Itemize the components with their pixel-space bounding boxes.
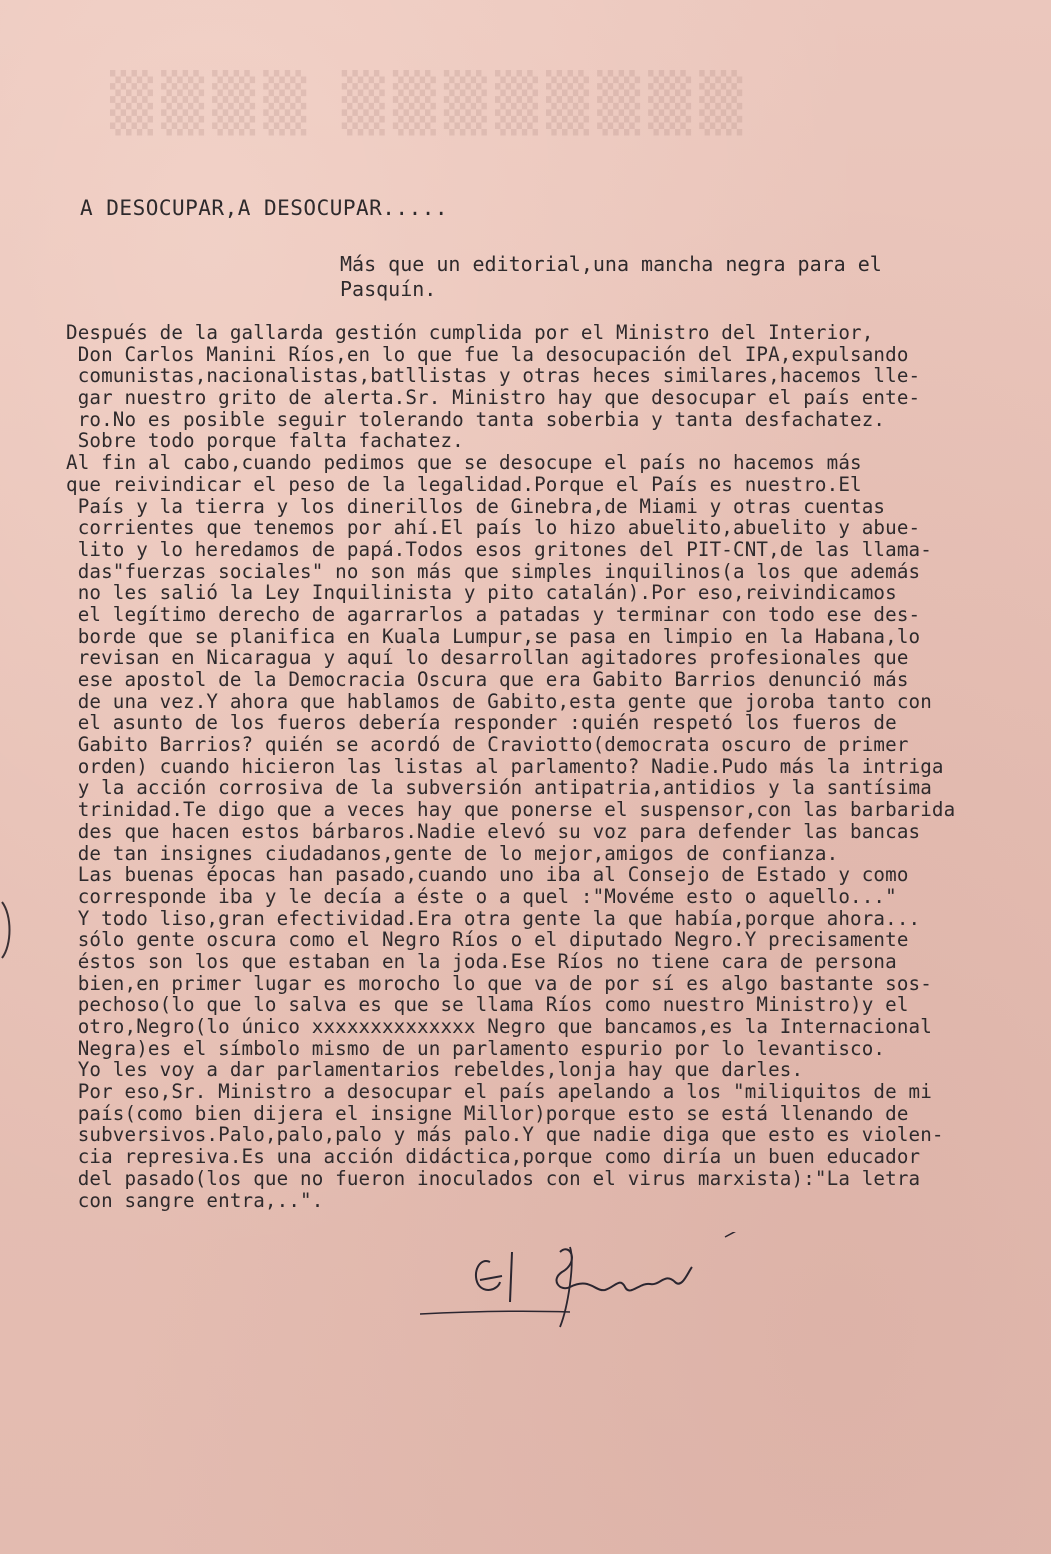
subtitle-line: Más que un editorial,una mancha negra para el	[340, 252, 882, 276]
editorial-body	[66, 322, 1011, 1211]
document-title: A DESOCUPAR,A DESOCUPAR.....	[80, 196, 449, 220]
body-line: Y todo liso,gran efectividad.Era otra gente la que había,porque ahora...	[66, 906, 921, 930]
body-line: y la acción corrosiva de la subversión antipatria,antidios y la santísima	[66, 776, 932, 800]
body-line: lito y lo heredamos de papá.Todos esos gritones del PIT-CNT,de las llama-	[66, 537, 932, 561]
body-line: bien,en primer lugar es morocho lo que va de por sí es algo bastante sos-	[66, 971, 932, 995]
body-line: ese apostol de la Democracia Oscura que era Gabito Barrios denunció más	[66, 668, 909, 691]
body-line: cia represiva.Es una acción didáctica,porque como diría un buen educador	[66, 1145, 921, 1169]
body-line: Las buenas épocas han pasado,cuando uno iba al Consejo de Estado y como	[66, 863, 909, 887]
body-line: orden) cuando hicieron las listas al parlamento? Nadie.Pudo más la intriga	[66, 754, 944, 778]
body-line: corresponde iba y le decía a éste o a quel :"Movéme esto o aquello..."	[66, 884, 897, 908]
body-line: el asunto de los fueros debería responder :quién respetó los fueros de	[66, 711, 897, 735]
body-line: de una vez.Y ahora que hablamos de Gabito,esta gente que joroba tanto con	[66, 689, 932, 713]
body-line: revisan en Nicaragua y aquí lo desarrollan agitadores profesionales que	[66, 646, 909, 670]
document-subtitle	[340, 252, 940, 302]
body-line: Por eso,Sr. Ministro a desocupar el país apelando a los "miliquitos de mi	[66, 1080, 932, 1104]
body-line: del pasado(los que no fueron inoculados con el virus marxista):"La letra	[66, 1166, 921, 1190]
body-line: corrientes que tenemos por ahí.El país lo hizo abuelito,abuelito y abue-	[66, 516, 921, 540]
body-line: no les salió la Ley Inquilinista y pito catalán).Por eso,reivindicamos	[66, 581, 897, 605]
body-line: Negra)es el símbolo mismo de un parlamento espurio por lo levantisco.	[66, 1036, 886, 1060]
body-line: que reivindicar el peso de la legalidad.Porque el País es nuestro.El	[66, 472, 862, 496]
body-line: el legítimo derecho de agarrarlos a patadas y terminar con todo ese des-	[66, 602, 921, 626]
body-line: otro,Negro(lo único xxxxxxxxxxxxxx Negro que bancamos,es la Internacional	[66, 1015, 932, 1038]
handwritten-signature	[420, 1232, 750, 1332]
margin-mark	[0, 900, 14, 960]
body-line: das"fuerzas sociales" no son más que simples inquilinos(a los que además	[66, 559, 921, 583]
body-line: Sobre todo porque falta fachatez.	[66, 429, 464, 453]
body-line: subversivos.Palo,palo,palo y más palo.Y que nadie diga que esto es violen-	[66, 1123, 944, 1147]
faded-letterhead: ▒▒▒▒ ▒▒▒▒▒▒▒▒	[110, 70, 751, 136]
body-line: pechoso(lo que lo salva es que se llama Ríos como nuestro Ministro)y el	[66, 993, 909, 1017]
body-line: borde que se planifica en Kuala Lumpur,se pasa en limpio en la Habana,lo	[66, 624, 921, 648]
body-line: Yo les voy a dar parlamentarios rebeldes,lonja hay que darles.	[66, 1058, 804, 1082]
body-line: gar nuestro grito de alerta.Sr. Ministro hay que desocupar el país ente-	[66, 386, 921, 410]
body-line: éstos son los que estaban en la joda.Ese Ríos no tiene cara de persona	[66, 949, 897, 973]
body-line: Al fin al cabo,cuando pedimos que se desocupe el país no hacemos más	[66, 451, 862, 475]
body-line: País y la tierra y los dinerillos de Ginebra,de Miami y otras cuentas	[66, 494, 886, 518]
body-line: con sangre entra,..".	[66, 1188, 324, 1212]
subtitle-line: Pasquín.	[340, 277, 437, 301]
body-line: sólo gente oscura como el Negro Ríos o el diputado Negro.Y precisamente	[66, 928, 909, 952]
body-line: ro.No es posible seguir tolerando tanta soberbia y tanta desfachatez.	[66, 407, 886, 431]
body-line: des que hacen estos bárbaros.Nadie elevó su voz para defender las bancas	[66, 819, 921, 843]
body-line: Después de la gallarda gestión cumplida por el Ministro del Interior,	[66, 321, 874, 344]
body-line: Gabito Barrios? quién se acordó de Craviotto(democrata oscuro de primer	[66, 733, 909, 757]
body-line: trinidad.Te digo que a veces hay que ponerse el suspensor,con las barbarida	[66, 798, 956, 822]
body-line: Don Carlos Manini Ríos,en lo que fue la desocupación del IPA,expulsando	[66, 342, 909, 366]
body-line: país(como bien dijera el insigne Millor)porque esto se está llenando de	[66, 1101, 909, 1125]
body-line: comunistas,nacionalistas,batllistas y otras heces similares,hacemos lle-	[66, 364, 921, 388]
body-line: de tan insignes ciudadanos,gente de lo mejor,amigos de confianza.	[66, 841, 839, 865]
